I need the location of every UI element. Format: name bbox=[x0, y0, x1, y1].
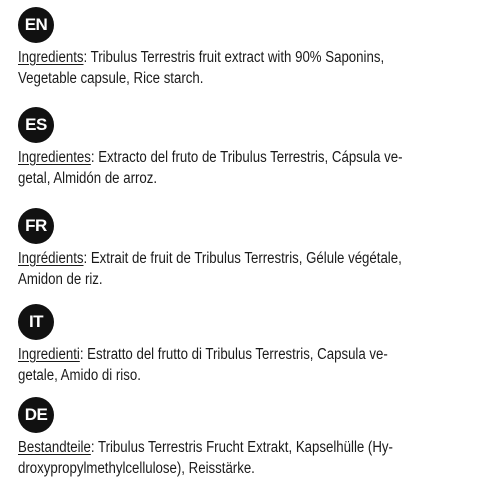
ingredients-line-2-es: getal, Almidón de arroz. bbox=[18, 170, 158, 187]
ingredients-text-de bbox=[18, 437, 487, 479]
ingredients-line-2-fr: Amidon de riz. bbox=[18, 271, 103, 288]
section-german bbox=[18, 397, 488, 479]
language-badge-it: IT bbox=[18, 304, 54, 340]
section-spanish bbox=[18, 107, 488, 189]
ingredients-label-fr: Ingrédients bbox=[18, 250, 84, 267]
ingredients-text-en bbox=[18, 47, 487, 89]
ingredients-label-it: Ingredienti bbox=[18, 346, 80, 363]
language-badge-en: EN bbox=[18, 7, 54, 43]
ingredients-label-en: Ingredients bbox=[18, 49, 84, 66]
ingredients-line-2-it: getale, Amido di riso. bbox=[18, 367, 141, 384]
language-badge-de: DE bbox=[18, 397, 54, 433]
ingredients-text-it bbox=[18, 344, 487, 386]
ingredients-line-1-fr: : Extrait de fruit de Tribulus Terrestris, Gélule végétale, bbox=[83, 250, 402, 267]
ingredients-line-1-it: : Estratto del frutto di Tribulus Terrestris, Capsula ve- bbox=[79, 346, 388, 363]
ingredients-line-1-es: : Extracto del fruto de Tribulus Terrestris, Cápsula ve- bbox=[90, 149, 403, 166]
ingredients-label-es: Ingredientes bbox=[18, 149, 91, 166]
section-english bbox=[18, 7, 488, 89]
section-italian bbox=[18, 304, 488, 386]
ingredients-text-fr bbox=[18, 248, 487, 290]
ingredients-line-1-en: : Tribulus Terrestris fruit extract with 90% Saponins, bbox=[83, 49, 385, 66]
language-badge-fr: FR bbox=[18, 208, 54, 244]
ingredients-line-1-de: : Tribulus Terrestris Frucht Extrakt, Kapselhülle (Hy- bbox=[90, 439, 393, 456]
language-badge-es: ES bbox=[18, 107, 54, 143]
ingredients-line-2-de: droxypropylmethylcellulose), Reisstärke. bbox=[18, 460, 255, 477]
section-french bbox=[18, 208, 488, 290]
ingredients-line-2-en: Vegetable capsule, Rice starch. bbox=[18, 70, 204, 87]
ingredients-label-de: Bestandteile bbox=[18, 439, 91, 456]
ingredients-text-es bbox=[18, 147, 487, 189]
